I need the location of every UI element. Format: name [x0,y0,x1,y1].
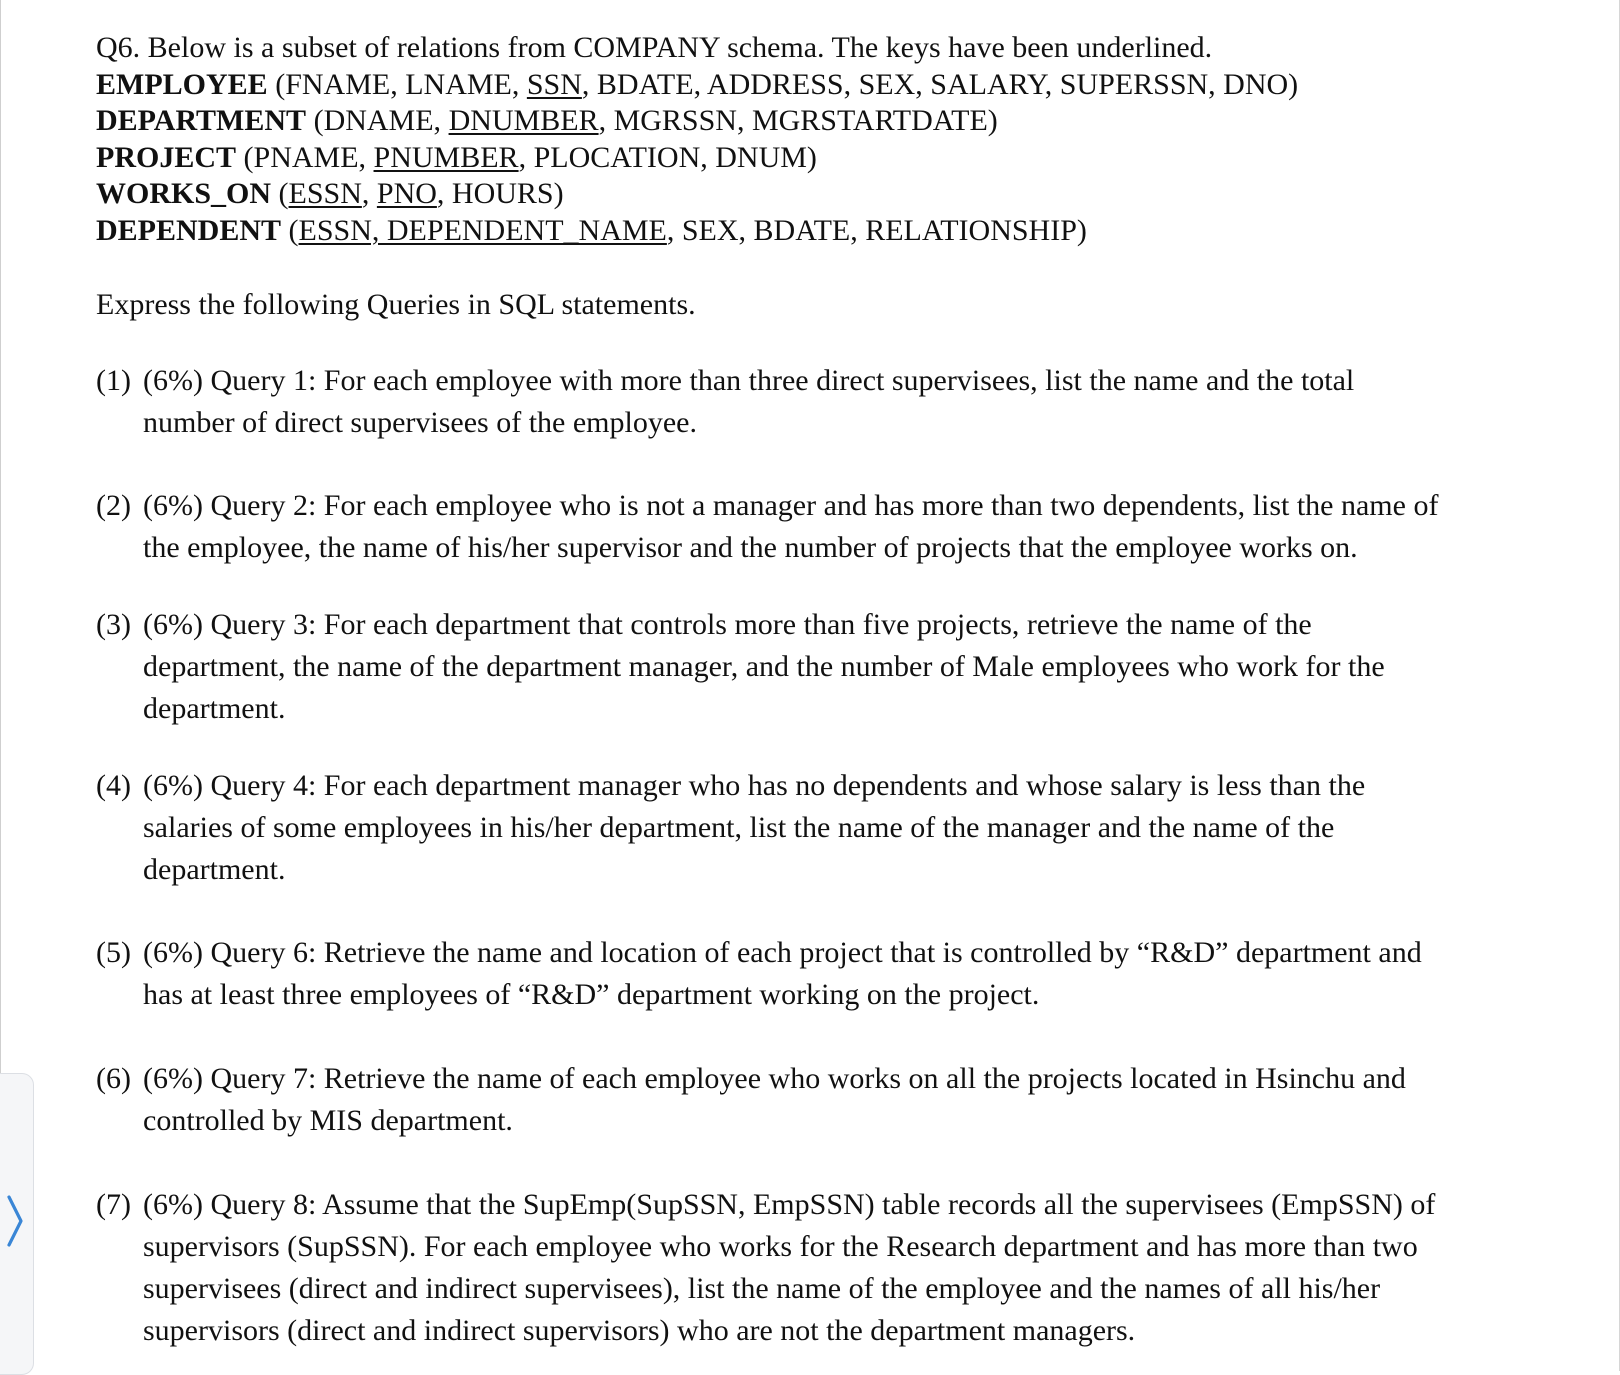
key-attribute: DNUMBER [448,104,599,137]
relation-department: DEPARTMENT (DNAME, DNUMBER, MGRSSN, MGRSTARTDATE) [96,104,998,137]
relation-name: DEPENDENT [96,213,282,247]
query-text-line: supervisors (direct and indirect supervisors) who are not the department managers. [143,1313,1136,1347]
query-number: (7) [96,1187,131,1221]
query-text-line: (6%) Query 8: Assume that the SupEmp(SupSSN, EmpSSN) table records all the supervisees (EmpSSN) of [143,1187,1436,1221]
query-text-line: (6%) Query 2: For each employee who is not a manager and has more than two dependents, list the name of [143,488,1439,522]
query-text-line: (6%) Query 3: For each department that controls more than five projects, retrieve the name of the [143,607,1312,641]
key-attribute: PNO [376,177,437,210]
question-header: Q6. Below is a subset of relations from COMPANY schema. The keys have been underlined. [96,31,1213,64]
query-text-line: department. [143,852,286,886]
relation-name: DEPARTMENT [96,104,307,137]
query-text-line: supervisees (direct and indirect supervisees), list the name of the employee and the names of all his/her [143,1271,1381,1305]
query-number: (6) [96,1061,131,1095]
chevron-right-icon[interactable] [3,1193,27,1249]
relation-name: WORKS_ON [96,177,272,210]
question-content [96,30,1536,1352]
query-item [96,485,1536,569]
key-attribute: PNUMBER [373,140,519,174]
query-text-line: the employee, the name of his/her supervisor and the number of projects that the employee works on. [143,530,1358,564]
query-text-line: salaries of some employees in his/her department, list the name of the manager and the name of the [143,810,1335,844]
relation-works-on: WORKS_ON (ESSN, PNO, HOURS) [96,177,564,210]
query-item [96,360,1536,444]
page-left-border [0,0,1,1076]
query-text-line: (6%) Query 4: For each department manager who has no dependents and whose salary is less than the [143,768,1366,802]
query-item [96,932,1536,1016]
query-number: (5) [96,935,131,969]
key-attribute: ESSN, DEPENDENT_NAME [298,213,667,247]
query-text-line: has at least three employees of “R&D” department working on the project. [143,977,1040,1011]
query-text-line: (6%) Query 7: Retrieve the name of each employee who works on all the projects located in Hsinchu and [143,1061,1406,1095]
query-number: (4) [96,768,131,802]
query-text-line: (6%) Query 1: For each employee with more than three direct supervisees, list the name and the total [143,363,1355,397]
query-item [96,765,1536,891]
query-text-line: supervisors (SupSSN). For each employee who works for the Research department and has more than two [143,1229,1418,1263]
query-text-line: number of direct supervisees of the employee. [143,405,697,439]
query-item [96,1058,1536,1142]
query-text-line: department, the name of the department manager, and the number of Male employees who work for the [143,649,1385,683]
key-attribute: ESSN [288,177,362,210]
query-number: (1) [96,363,131,397]
instructions-text: Express the following Queries in SQL statements. [96,288,696,321]
relation-schema-list [96,67,1536,250]
query-item [96,1184,1536,1352]
relation-name: PROJECT [96,140,237,174]
relation-project: PROJECT (PNAME, PNUMBER, PLOCATION, DNUM) [96,140,817,174]
query-number: (3) [96,607,131,641]
relation-name: EMPLOYEE [96,67,268,101]
query-number: (2) [96,488,131,522]
relation-employee: EMPLOYEE (FNAME, LNAME, SSN, BDATE, ADDRESS, SEX, SALARY, SUPERSSN, DNO) [96,67,1299,101]
query-text-line: department. [143,691,286,725]
relation-dependent: DEPENDENT (ESSN, DEPENDENT_NAME, SEX, BDATE, RELATIONSHIP) [96,213,1087,247]
query-item [96,604,1536,730]
query-text-line: (6%) Query 6: Retrieve the name and location of each project that is controlled by “R&D” department and [143,935,1422,969]
query-text-line: controlled by MIS department. [143,1103,513,1137]
key-attribute: SSN [526,67,582,101]
